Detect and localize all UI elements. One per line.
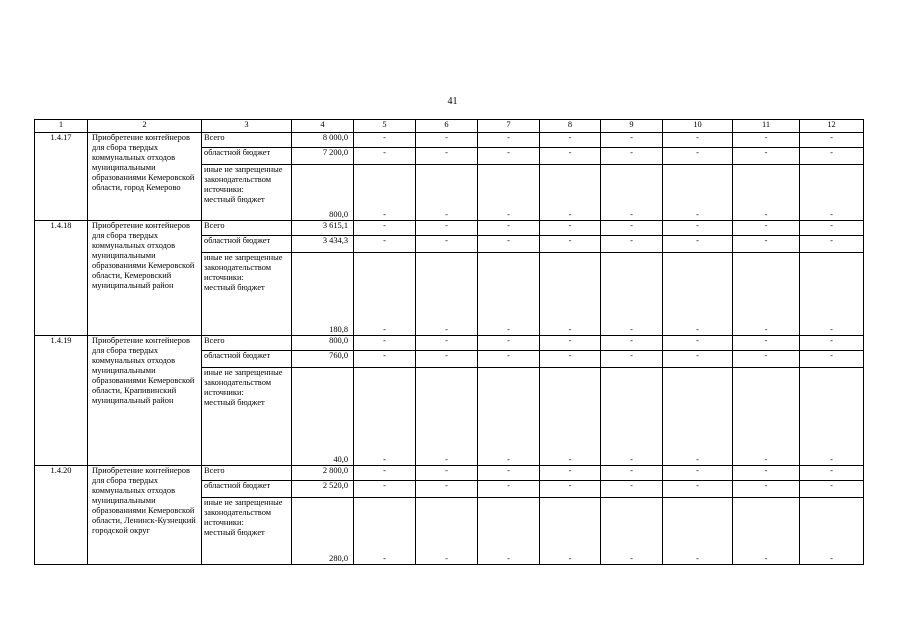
amount-cell: 760,0 <box>292 351 354 368</box>
empty-value-cell: - <box>478 351 540 368</box>
funding-source-sublabel: местный бюджет <box>204 398 265 407</box>
empty-value-cell: - <box>478 236 540 253</box>
empty-value-cell: - <box>540 253 601 336</box>
empty-value-cell: - <box>663 221 733 236</box>
amount-cell: 7 200,0 <box>292 148 354 165</box>
empty-value-cell: - <box>800 133 864 148</box>
empty-value-cell: - <box>601 368 663 466</box>
empty-value-cell: - <box>478 148 540 165</box>
empty-value-cell: - <box>416 466 478 481</box>
funding-source-cell: Всего <box>202 221 292 236</box>
funding-source-cell: Всего <box>202 336 292 351</box>
header-cell: 6 <box>416 120 478 133</box>
item-name-cell: Приобретение контейнеров для сбора твердых коммунальных отходов муниципальными образованиями Кемеровской области, город Кемерово <box>88 133 202 221</box>
empty-value-cell: - <box>354 165 416 221</box>
header-cell: 11 <box>733 120 800 133</box>
empty-value-cell: - <box>416 336 478 351</box>
empty-value-cell: - <box>354 368 416 466</box>
table-header-row <box>35 120 864 133</box>
empty-value-cell: - <box>663 336 733 351</box>
empty-value-cell: - <box>733 498 800 565</box>
funding-source-sublabel: местный бюджет <box>204 283 265 292</box>
empty-value-cell: - <box>416 236 478 253</box>
header-cell: 3 <box>202 120 292 133</box>
empty-value-cell: - <box>354 253 416 336</box>
amount-cell: 3 434,3 <box>292 236 354 253</box>
empty-value-cell: - <box>416 133 478 148</box>
item-code-cell: 1.4.17 <box>35 133 88 221</box>
empty-value-cell: - <box>601 236 663 253</box>
header-cell: 12 <box>800 120 864 133</box>
empty-value-cell: - <box>601 221 663 236</box>
empty-value-cell: - <box>478 336 540 351</box>
empty-value-cell: - <box>354 498 416 565</box>
empty-value-cell: - <box>800 148 864 165</box>
funding-source-cell: областной бюджет <box>202 351 292 368</box>
empty-value-cell: - <box>601 498 663 565</box>
empty-value-cell: - <box>416 368 478 466</box>
empty-value-cell: - <box>540 133 601 148</box>
funding-source-cell <box>202 165 292 221</box>
item-name-cell: Приобретение контейнеров для сбора твердых коммунальных отходов муниципальными образованиями Кемеровской области, Кемеровский муниципальный район <box>88 221 202 336</box>
header-cell: 5 <box>354 120 416 133</box>
funding-source-cell: Всего <box>202 133 292 148</box>
empty-value-cell: - <box>733 221 800 236</box>
amount-cell: 8 000,0 <box>292 133 354 148</box>
funding-source-cell <box>202 253 292 336</box>
empty-value-cell: - <box>354 351 416 368</box>
header-cell: 8 <box>540 120 601 133</box>
empty-value-cell: - <box>416 253 478 336</box>
table-row <box>35 336 864 351</box>
empty-value-cell: - <box>601 336 663 351</box>
empty-value-cell: - <box>540 336 601 351</box>
empty-value-cell: - <box>663 351 733 368</box>
item-name-cell: Приобретение контейнеров для сбора твердых коммунальных отходов муниципальными образованиями Кемеровской области, Ленинск-Кузнецкий городской округ <box>88 466 202 565</box>
empty-value-cell: - <box>478 253 540 336</box>
item-code-cell: 1.4.20 <box>35 466 88 565</box>
empty-value-cell: - <box>663 481 733 498</box>
empty-value-cell: - <box>663 133 733 148</box>
empty-value-cell: - <box>663 236 733 253</box>
empty-value-cell: - <box>733 165 800 221</box>
empty-value-cell: - <box>478 481 540 498</box>
empty-value-cell: - <box>416 221 478 236</box>
empty-value-cell: - <box>478 133 540 148</box>
empty-value-cell: - <box>733 236 800 253</box>
funding-source-cell: Всего <box>202 466 292 481</box>
empty-value-cell: - <box>601 165 663 221</box>
amount-cell: 800,0 <box>292 336 354 351</box>
funding-source-label: иные не запрещенные законодательством источники: <box>204 165 283 194</box>
empty-value-cell: - <box>601 133 663 148</box>
amount-cell: 40,0 <box>292 368 354 466</box>
empty-value-cell: - <box>663 368 733 466</box>
empty-value-cell: - <box>733 336 800 351</box>
empty-value-cell: - <box>601 253 663 336</box>
funding-source-cell: областной бюджет <box>202 481 292 498</box>
empty-value-cell: - <box>478 498 540 565</box>
empty-value-cell: - <box>354 133 416 148</box>
empty-value-cell: - <box>800 368 864 466</box>
empty-value-cell: - <box>663 253 733 336</box>
amount-cell: 2 800,0 <box>292 466 354 481</box>
empty-value-cell: - <box>663 165 733 221</box>
empty-value-cell: - <box>354 236 416 253</box>
empty-value-cell: - <box>663 498 733 565</box>
amount-cell: 280,0 <box>292 498 354 565</box>
empty-value-cell: - <box>733 253 800 336</box>
funding-source-cell <box>202 498 292 565</box>
table-row <box>35 221 864 236</box>
empty-value-cell: - <box>663 148 733 165</box>
empty-value-cell: - <box>733 133 800 148</box>
empty-value-cell: - <box>354 148 416 165</box>
empty-value-cell: - <box>800 165 864 221</box>
amount-cell: 3 615,1 <box>292 221 354 236</box>
empty-value-cell: - <box>733 466 800 481</box>
empty-value-cell: - <box>663 466 733 481</box>
header-cell: 10 <box>663 120 733 133</box>
empty-value-cell: - <box>601 466 663 481</box>
empty-value-cell: - <box>354 336 416 351</box>
empty-value-cell: - <box>800 466 864 481</box>
empty-value-cell: - <box>478 368 540 466</box>
empty-value-cell: - <box>601 481 663 498</box>
empty-value-cell: - <box>733 368 800 466</box>
empty-value-cell: - <box>800 336 864 351</box>
budget-table <box>34 119 864 565</box>
empty-value-cell: - <box>733 351 800 368</box>
empty-value-cell: - <box>540 221 601 236</box>
empty-value-cell: - <box>601 148 663 165</box>
empty-value-cell: - <box>478 165 540 221</box>
table-row <box>35 466 864 481</box>
empty-value-cell: - <box>478 221 540 236</box>
empty-value-cell: - <box>601 351 663 368</box>
empty-value-cell: - <box>540 351 601 368</box>
funding-source-cell <box>202 368 292 466</box>
empty-value-cell: - <box>800 236 864 253</box>
funding-source-sublabel: местный бюджет <box>204 195 265 204</box>
header-cell: 1 <box>35 120 88 133</box>
empty-value-cell: - <box>800 253 864 336</box>
empty-value-cell: - <box>800 481 864 498</box>
funding-source-sublabel: местный бюджет <box>204 528 265 537</box>
empty-value-cell: - <box>416 498 478 565</box>
item-code-cell: 1.4.19 <box>35 336 88 466</box>
header-cell: 7 <box>478 120 540 133</box>
empty-value-cell: - <box>733 481 800 498</box>
empty-value-cell: - <box>800 221 864 236</box>
empty-value-cell: - <box>416 148 478 165</box>
funding-source-label: иные не запрещенные законодательством источники: <box>204 498 283 527</box>
empty-value-cell: - <box>540 466 601 481</box>
item-code-cell: 1.4.18 <box>35 221 88 336</box>
empty-value-cell: - <box>540 236 601 253</box>
funding-source-label: иные не запрещенные законодательством источники: <box>204 253 283 282</box>
empty-value-cell: - <box>800 351 864 368</box>
budget-table-body <box>35 120 864 565</box>
empty-value-cell: - <box>354 481 416 498</box>
empty-value-cell: - <box>354 221 416 236</box>
empty-value-cell: - <box>540 481 601 498</box>
table-row <box>35 133 864 148</box>
empty-value-cell: - <box>416 351 478 368</box>
empty-value-cell: - <box>478 466 540 481</box>
header-cell: 2 <box>88 120 202 133</box>
funding-source-cell: областной бюджет <box>202 236 292 253</box>
amount-cell: 800,0 <box>292 165 354 221</box>
page-number: 41 <box>447 96 458 107</box>
amount-cell: 180,8 <box>292 253 354 336</box>
empty-value-cell: - <box>354 466 416 481</box>
funding-source-label: иные не запрещенные законодательством источники: <box>204 368 283 397</box>
empty-value-cell: - <box>540 498 601 565</box>
empty-value-cell: - <box>540 165 601 221</box>
empty-value-cell: - <box>800 498 864 565</box>
header-cell: 4 <box>292 120 354 133</box>
item-name-cell: Приобретение контейнеров для сбора твердых коммунальных отходов муниципальными образованиями Кемеровской области, Крапивинский муниципальный район <box>88 336 202 466</box>
empty-value-cell: - <box>540 148 601 165</box>
empty-value-cell: - <box>416 481 478 498</box>
funding-source-cell: областной бюджет <box>202 148 292 165</box>
header-cell: 9 <box>601 120 663 133</box>
amount-cell: 2 520,0 <box>292 481 354 498</box>
empty-value-cell: - <box>416 165 478 221</box>
empty-value-cell: - <box>733 148 800 165</box>
empty-value-cell: - <box>540 368 601 466</box>
